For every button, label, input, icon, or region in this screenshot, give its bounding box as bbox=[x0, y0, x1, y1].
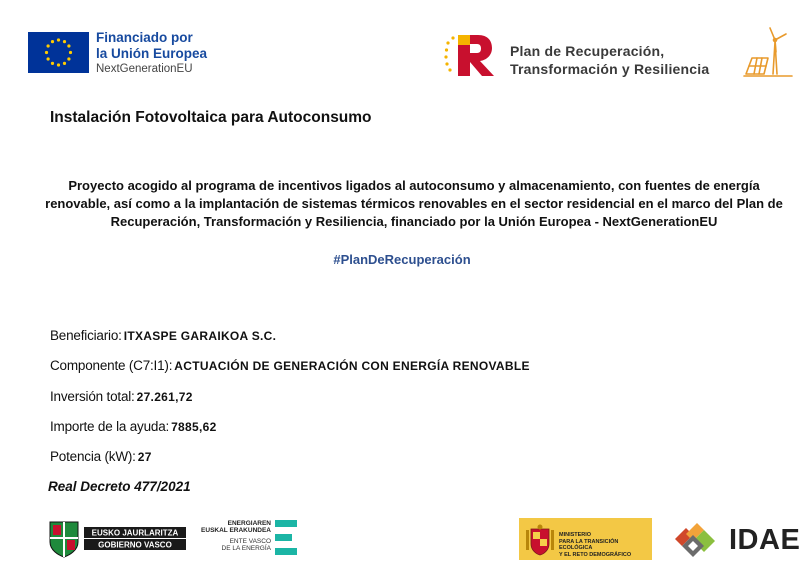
eve-line-2: EUSKAL ERAKUNDEA bbox=[201, 527, 271, 535]
idae-logo bbox=[665, 518, 801, 560]
field-value: 27.261,72 bbox=[136, 390, 193, 404]
field-inversion bbox=[50, 389, 193, 404]
eve-line-3: ENTE VASCO bbox=[229, 538, 271, 545]
field-componente bbox=[50, 358, 530, 373]
field-label: Componente (C7:I1): bbox=[50, 358, 173, 373]
field-label: Potencia (kW): bbox=[50, 449, 136, 464]
eusko-jaurlaritza-logo bbox=[48, 518, 188, 558]
eve-text-bottom bbox=[193, 538, 271, 553]
field-importe bbox=[50, 419, 217, 434]
eve-line-1: ENERGIAREN bbox=[227, 520, 271, 527]
eu-line-3: NextGenerationEU bbox=[96, 63, 193, 76]
eve-mark-icon bbox=[275, 520, 297, 556]
field-value: 7885,62 bbox=[171, 420, 217, 434]
eu-flag-icon bbox=[28, 32, 89, 73]
hashtag: #PlanDeRecuperación bbox=[333, 252, 471, 267]
prtr-line-2: Transformación y Resiliencia bbox=[510, 60, 710, 77]
field-value: ITXASPE GARAIKOA S.C. bbox=[123, 329, 277, 343]
real-decreto: Real Decreto 477/2021 bbox=[48, 479, 191, 494]
field-value: ACTUACIÓN DE GENERACIÓN CON ENERGÍA RENOVABLE bbox=[174, 359, 530, 373]
ministerio-line-1: MINISTERIO bbox=[559, 532, 592, 538]
field-label: Inversión total: bbox=[50, 389, 135, 404]
eve-line-4: DE LA ENERGÍA bbox=[221, 545, 271, 553]
project-description: Proyecto acogido al programa de incentivos ligados al autoconsumo y almacenamiento, con fuentes de energía renovable, así como a la implantación de sistemas térmicos renovables en el sector residencial en el marco del Plan de Recuperación, Transformación y Resiliencia, financiado por la Unión Europea - NextGenerationEU bbox=[45, 178, 783, 230]
ministerio-text bbox=[559, 532, 652, 558]
ministerio-line-3: Y EL RETO DEMOGRÁFICO bbox=[559, 551, 632, 558]
eve-text-top bbox=[193, 520, 271, 535]
prtr-text bbox=[510, 43, 740, 78]
spain-shield-icon bbox=[525, 524, 555, 556]
idae-text: IDAE bbox=[729, 524, 801, 556]
prtr-logo-icon bbox=[444, 33, 496, 77]
eu-line-1: Financiado por bbox=[96, 30, 193, 45]
eu-line-2: la Unión Europea bbox=[96, 45, 208, 61]
field-label: Beneficiario: bbox=[50, 328, 122, 343]
field-value: 27 bbox=[137, 450, 152, 464]
page-title: Instalación Fotovoltaica para Autoconsumo bbox=[50, 109, 372, 126]
field-potencia bbox=[50, 449, 152, 464]
ministerio-line-2: PARA LA TRANSICIÓN ECOLÓGICA bbox=[559, 538, 619, 552]
idae-mark-icon bbox=[665, 518, 725, 560]
eusko-line-1: EUSKO JAURLARITZA bbox=[91, 528, 179, 538]
eve-logo bbox=[193, 518, 303, 560]
field-label: Importe de la ayuda: bbox=[50, 419, 170, 434]
eusko-line-2: GOBIERNO VASCO bbox=[98, 540, 172, 550]
prtr-line-1: Plan de Recuperación, bbox=[510, 43, 665, 59]
ministerio-logo bbox=[519, 518, 652, 560]
wind-solar-icon bbox=[742, 26, 794, 80]
eu-funding-text bbox=[96, 30, 246, 76]
field-beneficiario bbox=[50, 328, 276, 343]
